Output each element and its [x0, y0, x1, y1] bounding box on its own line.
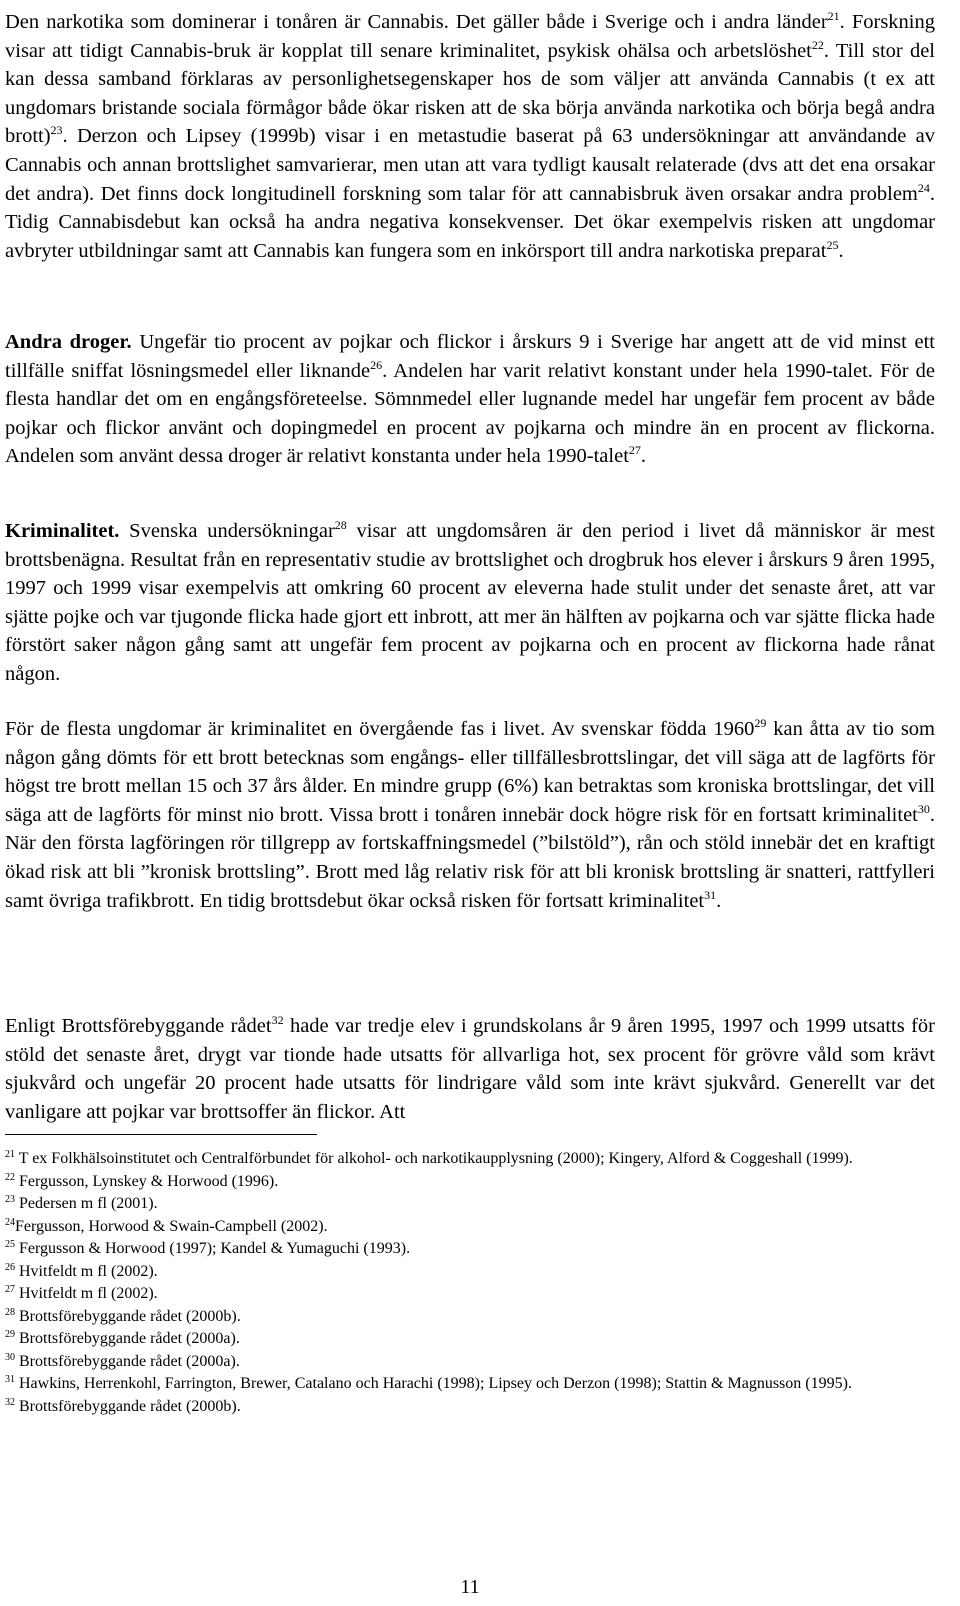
section-heading: Andra droger.	[5, 331, 132, 353]
footnote-ref-27[interactable]: 27	[628, 443, 641, 458]
footnote-number: 21	[5, 1149, 15, 1160]
footnote-text: Hawkins, Herrenkohl, Farrington, Brewer, Catalano och Harachi (1998); Lipsey och Derzon (1998); Stattin & Magnusson (1995).	[15, 1375, 852, 1392]
footnote-number: 27	[5, 1284, 15, 1295]
footnote-number: 32	[5, 1396, 15, 1408]
footnote-ref-28[interactable]: 28	[334, 518, 347, 532]
footnote-ref-25[interactable]: 25	[826, 237, 839, 252]
text-run: Svenska undersökningar	[119, 520, 335, 542]
text-run: .	[640, 445, 647, 468]
footnote	[5, 1238, 935, 1261]
footnote-ref-22[interactable]: 22	[811, 37, 824, 52]
paragraph-cannabis	[5, 8, 935, 265]
footnote-number: 30	[5, 1351, 15, 1363]
footnote	[5, 1283, 935, 1306]
footnote-number: 29	[5, 1329, 15, 1340]
footnote-ref-24[interactable]: 24	[917, 180, 930, 195]
text-run: Den narkotika som dominerar i tonåren är Cannabis. Det gäller både i Sverige och i andra länder	[5, 11, 828, 33]
text-run: .	[838, 239, 844, 262]
footnote-text: Pedersen m fl (2001).	[15, 1195, 158, 1212]
footnote	[5, 1373, 935, 1396]
paragraph-brottsoffer	[5, 1012, 935, 1126]
text-run: Enligt Brottsförebyggande rådet	[5, 1015, 272, 1037]
footnote-number: 28	[5, 1306, 15, 1318]
text-run: kan åtta av tio som någon gång dömts för ett brott betecknas som engångs- eller tillfällesbrottslingar, det vill säga att de lagförts för högst tre brott mellan 15 och 37 års ålder. En mindre grupp (6%) kan betraktas som kroniska brottslingar, det vill säga att de lagförts för minst nio brott. Vissa brott i tonåren innebär dock högre risk för en fortsatt kriminalitet	[5, 718, 936, 826]
footnote	[5, 1171, 935, 1194]
footnote-ref-21[interactable]: 21	[827, 9, 840, 23]
footnote-text: Brottsförebyggande rådet (2000b).	[15, 1397, 241, 1415]
text-run: visar att ungdomsåren är den period i livet då människor är mest brottsbenägna. Resultat från en representativ studie av brottslighet och drogbruk hos elever i årskurs 9 åren 1995, 1997 och 1999 visar exempelvis att omkring 60 procent av eleverna hade stulit under det senaste året, att var sjätte pojke och var tjugonde flicka hade gjort ett inbrott, att mer än hälften av pojkarna och var sjätte flicka hade förstört saker någon gång samt att ungefär fem procent av pojkarna och en procent av flickorna hade rånat någon.	[5, 520, 935, 685]
footnote-text: Fergusson & Horwood (1997); Kandel & Yumaguchi (1993).	[15, 1240, 411, 1257]
footnote-number: 25	[5, 1239, 15, 1250]
footnote-number: 26	[5, 1261, 15, 1273]
paragraph-kriminalitet	[5, 517, 935, 689]
text-run: . Tidig Cannabisdebut kan också ha andra negativa konsekvenser. Det ökar exempelvis risken att ungdomar avbryter utbildningar samt att Cannabis kan fungera som en inkörsport till andra narkotiska preparat	[5, 182, 935, 262]
footnote	[5, 1351, 935, 1374]
footnote	[5, 1328, 935, 1351]
footnote-ref-29[interactable]: 29	[754, 716, 767, 730]
footnote-number: 23	[5, 1194, 15, 1205]
footnote	[5, 1216, 935, 1239]
paragraph-andra-droger	[5, 328, 935, 471]
footnote-ref-23[interactable]: 23	[50, 123, 63, 138]
footnote-text: Hvitfeldt m fl (2002).	[15, 1262, 158, 1280]
footnote-ref-30[interactable]: 30	[917, 801, 930, 816]
footnote	[5, 1148, 935, 1171]
footnote-text: Fergusson, Lynskey & Horwood (1996).	[15, 1172, 279, 1190]
text-run: . Andelen har varit relativt konstant under hela 1990-talet. För de flesta handlar det om en engångsföreteelse. Sömnmedel eller lugnande medel har ungefär fem procent av både pojkar och flickor använt och dopingmedel en procent av pojkarna och mindre än en procent av flickorna. Andelen som använt dessa droger är relativt konstanta under hela 1990-talet	[5, 359, 936, 468]
text-run: Ungefär tio procent av pojkar och flickor i årskurs 9 i Sverige har angett att de vid minst ett tillfälle sniffat lösningsmedel eller liknande	[5, 331, 935, 382]
footnote-text: Brottsförebyggande rådet (2000a).	[15, 1352, 240, 1370]
section-heading: Kriminalitet.	[5, 520, 120, 542]
footnote-ref-31[interactable]: 31	[704, 887, 717, 902]
page-number: 11	[460, 1576, 480, 1598]
text-run: . När den första lagföringen rör tillgrepp av fortskaffningsmedel (”bilstöld”), rån och stöld innebär det en kraftigt ökad risk att bli ”kronisk brottsling”. Brott med låg relativ risk för att bli kronisk brottsling är snatteri, rattfylleri samt övriga trafikbrott. En tidig brottsdebut ökar också risken för fortsatt kriminalitet	[5, 803, 935, 912]
footnote-number: 22	[5, 1171, 15, 1183]
text-run: . Derzon och Lipsey (1999b) visar i en metastudie baserat på 63 undersökningar att användande av Cannabis och annan brottslighet samvarierar, men utan att vara tydligt kausalt relaterade (dvs att det ena orsakar det andra). Det finns dock longitudinell forskning som talar för att cannabisbruk även orsakar andra problem	[5, 125, 935, 205]
footnote-ref-32[interactable]: 32	[271, 1013, 284, 1027]
footnote-text: Brottsförebyggande rådet (2000b).	[15, 1307, 241, 1325]
footnote	[5, 1261, 935, 1284]
footnote-number: 31	[5, 1374, 15, 1385]
text-run: .	[716, 889, 722, 912]
text-run: . Forskning visar att tidigt Cannabis-bruk är kopplat till senare kriminalitet, psykisk ohälsa och arbetslöshet	[5, 11, 936, 62]
footnote-number: 24	[5, 1216, 15, 1228]
footnote-separator	[5, 1134, 317, 1135]
text-run: hade var tredje elev i grundskolans år 9 åren 1995, 1997 och 1999 utsatts för stöld det senaste året, drygt var tionde hade utsatts för allvarliga hot, sex procent för grövre våld som krävt sjukvård och ungefär 20 procent hade utsatts för lindrigare våld som inte krävt sjukvård. Generellt var det vanligare att pojkar var brottsoffer än flickor. Att	[5, 1015, 935, 1123]
footnote-text: Fergusson, Horwood & Swain-Campbell (2002).	[15, 1217, 328, 1235]
text-run: För de flesta ungdomar är kriminalitet en övergående fas i livet. Av svenskar födda 1960	[5, 718, 755, 740]
paragraph-overgaende-fas	[5, 715, 935, 915]
footnotes	[5, 1148, 935, 1418]
footnote-ref-26[interactable]: 26	[370, 357, 383, 372]
footnote	[5, 1396, 935, 1419]
footnote	[5, 1193, 935, 1216]
footnote-text: Brottsförebyggande rådet (2000a).	[15, 1330, 240, 1347]
footnote-text: Hvitfeldt m fl (2002).	[15, 1285, 158, 1302]
text-run: . Till stor del kan dessa samband förklaras av personlighetsegenskaper hos de som väljer att använda Cannabis (t ex att ungdomars bristande sociala förmågor både ökar risken att de ska börja använda narkotika och börja begå andra brott)	[5, 39, 935, 148]
footnote	[5, 1306, 935, 1329]
footnote-text: T ex Folkhälsoinstitutet och Centralförbundet för alkohol- och narkotikaupplysning (2000); Kingery, Alford & Coggeshall (1999).	[15, 1150, 853, 1167]
